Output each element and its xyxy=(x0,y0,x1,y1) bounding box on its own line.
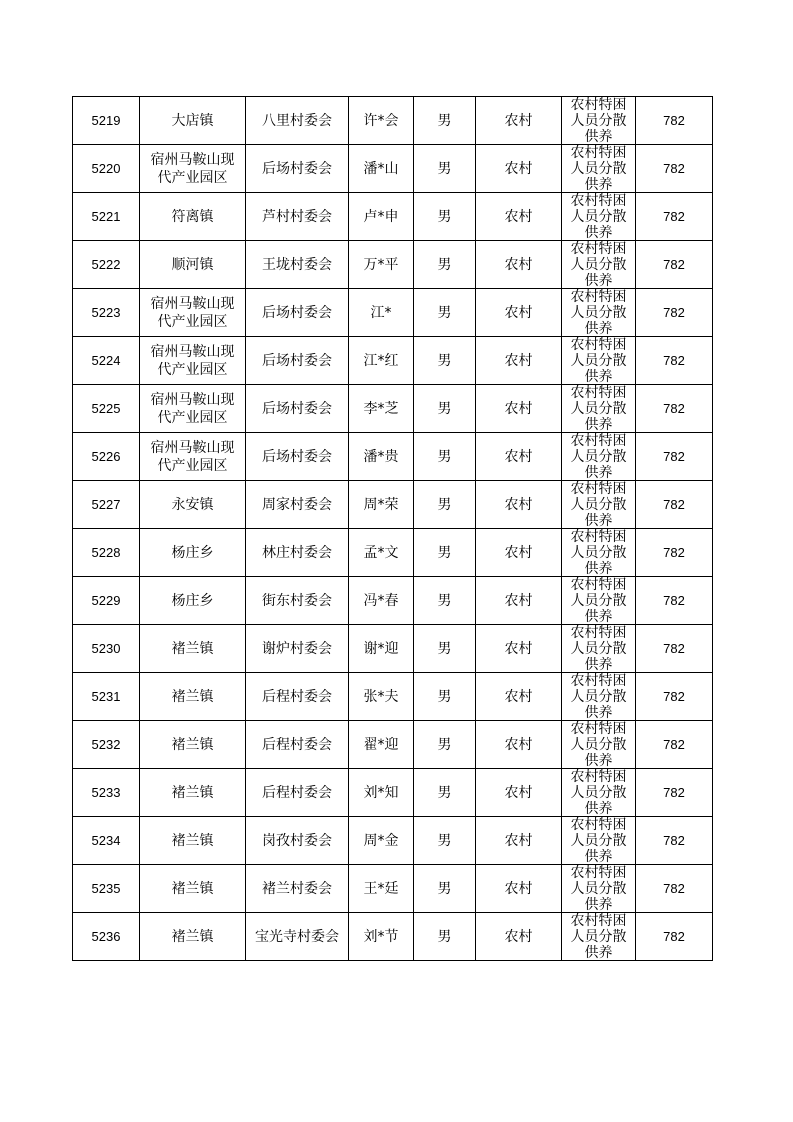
support-category-cell xyxy=(562,913,636,961)
beneficiary-table xyxy=(72,96,713,961)
gender-cell: 男 xyxy=(414,577,476,625)
town-cell xyxy=(140,193,246,241)
gender-cell: 男 xyxy=(414,433,476,481)
area-type-cell: 农村 xyxy=(476,625,562,673)
support-category-cell xyxy=(562,529,636,577)
town-cell-text: 大店镇 xyxy=(171,112,214,129)
support-category-cell xyxy=(562,721,636,769)
amount-cell: 782 xyxy=(636,481,713,529)
area-type-cell: 农村 xyxy=(476,433,562,481)
support-category-cell-text: 农村特困人员分散供养 xyxy=(570,769,627,816)
table-row xyxy=(73,913,713,961)
village-cell: 褚兰村委会 xyxy=(246,865,349,913)
support-category-cell-text: 农村特困人员分散供养 xyxy=(570,721,627,768)
table-row xyxy=(73,817,713,865)
support-category-cell-text: 农村特困人员分散供养 xyxy=(570,529,627,576)
area-type-cell: 农村 xyxy=(476,673,562,721)
person-name-cell: 冯*春 xyxy=(349,577,414,625)
town-cell-text: 宿州马鞍山现代产业园区 xyxy=(150,391,235,426)
amount-cell: 782 xyxy=(636,385,713,433)
village-cell: 后场村委会 xyxy=(246,337,349,385)
amount-cell: 782 xyxy=(636,145,713,193)
record-number-cell: 5220 xyxy=(73,145,140,193)
town-cell xyxy=(140,577,246,625)
record-number-cell: 5232 xyxy=(73,721,140,769)
area-type-cell: 农村 xyxy=(476,337,562,385)
record-number-cell: 5223 xyxy=(73,289,140,337)
person-name-cell: 周*荣 xyxy=(349,481,414,529)
village-cell: 后场村委会 xyxy=(246,145,349,193)
area-type-cell: 农村 xyxy=(476,865,562,913)
support-category-cell xyxy=(562,193,636,241)
support-category-cell xyxy=(562,865,636,913)
area-type-cell: 农村 xyxy=(476,529,562,577)
record-number-cell: 5230 xyxy=(73,625,140,673)
support-category-cell-text: 农村特困人员分散供养 xyxy=(570,385,627,432)
table-row xyxy=(73,529,713,577)
village-cell: 八里村委会 xyxy=(246,97,349,145)
record-number-cell: 5226 xyxy=(73,433,140,481)
support-category-cell xyxy=(562,97,636,145)
table-row xyxy=(73,433,713,481)
area-type-cell: 农村 xyxy=(476,385,562,433)
town-cell-text: 符离镇 xyxy=(171,208,214,225)
table-row xyxy=(73,721,713,769)
person-name-cell: 王*廷 xyxy=(349,865,414,913)
gender-cell: 男 xyxy=(414,625,476,673)
support-category-cell xyxy=(562,673,636,721)
town-cell xyxy=(140,625,246,673)
record-number-cell: 5228 xyxy=(73,529,140,577)
town-cell-text: 褚兰镇 xyxy=(171,832,214,849)
gender-cell: 男 xyxy=(414,865,476,913)
gender-cell: 男 xyxy=(414,817,476,865)
support-category-cell xyxy=(562,433,636,481)
town-cell xyxy=(140,817,246,865)
support-category-cell xyxy=(562,337,636,385)
person-name-cell: 刘*知 xyxy=(349,769,414,817)
support-category-cell-text: 农村特困人员分散供养 xyxy=(570,433,627,480)
town-cell xyxy=(140,337,246,385)
support-category-cell xyxy=(562,817,636,865)
village-cell: 后程村委会 xyxy=(246,721,349,769)
table-row xyxy=(73,481,713,529)
town-cell-text: 宿州马鞍山现代产业园区 xyxy=(150,343,235,378)
support-category-cell xyxy=(562,769,636,817)
town-cell-text: 永安镇 xyxy=(171,496,214,513)
support-category-cell-text: 农村特困人员分散供养 xyxy=(570,577,627,624)
person-name-cell: 卢*申 xyxy=(349,193,414,241)
town-cell-text: 褚兰镇 xyxy=(171,736,214,753)
record-number-cell: 5231 xyxy=(73,673,140,721)
table-row xyxy=(73,385,713,433)
town-cell xyxy=(140,433,246,481)
support-category-cell-text: 农村特困人员分散供养 xyxy=(570,241,627,288)
village-cell: 后程村委会 xyxy=(246,673,349,721)
support-category-cell-text: 农村特困人员分散供养 xyxy=(570,193,627,240)
record-number-cell: 5221 xyxy=(73,193,140,241)
support-category-cell-text: 农村特困人员分散供养 xyxy=(570,865,627,912)
village-cell: 林庄村委会 xyxy=(246,529,349,577)
town-cell-text: 褚兰镇 xyxy=(171,688,214,705)
person-name-cell: 潘*贵 xyxy=(349,433,414,481)
person-name-cell: 江*红 xyxy=(349,337,414,385)
gender-cell: 男 xyxy=(414,673,476,721)
gender-cell: 男 xyxy=(414,721,476,769)
area-type-cell: 农村 xyxy=(476,97,562,145)
support-category-cell-text: 农村特困人员分散供养 xyxy=(570,289,627,336)
support-category-cell xyxy=(562,289,636,337)
village-cell: 街东村委会 xyxy=(246,577,349,625)
gender-cell: 男 xyxy=(414,193,476,241)
amount-cell: 782 xyxy=(636,865,713,913)
gender-cell: 男 xyxy=(414,97,476,145)
amount-cell: 782 xyxy=(636,97,713,145)
gender-cell: 男 xyxy=(414,481,476,529)
gender-cell: 男 xyxy=(414,913,476,961)
village-cell: 谢炉村委会 xyxy=(246,625,349,673)
village-cell: 后场村委会 xyxy=(246,289,349,337)
support-category-cell-text: 农村特困人员分散供养 xyxy=(570,337,627,384)
town-cell xyxy=(140,913,246,961)
support-category-cell-text: 农村特困人员分散供养 xyxy=(570,673,627,720)
gender-cell: 男 xyxy=(414,145,476,193)
town-cell xyxy=(140,721,246,769)
table-row xyxy=(73,193,713,241)
town-cell-text: 褚兰镇 xyxy=(171,880,214,897)
town-cell xyxy=(140,529,246,577)
town-cell-text: 褚兰镇 xyxy=(171,784,214,801)
support-category-cell-text: 农村特困人员分散供养 xyxy=(570,625,627,672)
village-cell: 岗孜村委会 xyxy=(246,817,349,865)
table-row xyxy=(73,625,713,673)
village-cell: 后场村委会 xyxy=(246,433,349,481)
town-cell xyxy=(140,385,246,433)
person-name-cell: 万*平 xyxy=(349,241,414,289)
support-category-cell xyxy=(562,145,636,193)
gender-cell: 男 xyxy=(414,385,476,433)
record-number-cell: 5236 xyxy=(73,913,140,961)
village-cell: 后场村委会 xyxy=(246,385,349,433)
amount-cell: 782 xyxy=(636,193,713,241)
support-category-cell xyxy=(562,577,636,625)
table-row xyxy=(73,289,713,337)
village-cell: 周家村委会 xyxy=(246,481,349,529)
town-cell xyxy=(140,97,246,145)
amount-cell: 782 xyxy=(636,721,713,769)
table-row xyxy=(73,865,713,913)
amount-cell: 782 xyxy=(636,433,713,481)
town-cell-text: 顺河镇 xyxy=(171,256,214,273)
table-row xyxy=(73,241,713,289)
town-cell-text: 宿州马鞍山现代产业园区 xyxy=(150,439,235,474)
amount-cell: 782 xyxy=(636,289,713,337)
support-category-cell xyxy=(562,241,636,289)
area-type-cell: 农村 xyxy=(476,241,562,289)
area-type-cell: 农村 xyxy=(476,193,562,241)
support-category-cell-text: 农村特困人员分散供养 xyxy=(570,145,627,192)
amount-cell: 782 xyxy=(636,913,713,961)
person-name-cell: 李*芝 xyxy=(349,385,414,433)
village-cell: 后程村委会 xyxy=(246,769,349,817)
area-type-cell: 农村 xyxy=(476,577,562,625)
record-number-cell: 5224 xyxy=(73,337,140,385)
table-row xyxy=(73,337,713,385)
person-name-cell: 潘*山 xyxy=(349,145,414,193)
table-row xyxy=(73,673,713,721)
table-row xyxy=(73,769,713,817)
area-type-cell: 农村 xyxy=(476,817,562,865)
town-cell xyxy=(140,289,246,337)
town-cell-text: 褚兰镇 xyxy=(171,640,214,657)
gender-cell: 男 xyxy=(414,769,476,817)
town-cell xyxy=(140,769,246,817)
town-cell xyxy=(140,673,246,721)
town-cell-text: 褚兰镇 xyxy=(171,928,214,945)
area-type-cell: 农村 xyxy=(476,145,562,193)
area-type-cell: 农村 xyxy=(476,481,562,529)
table-body xyxy=(73,97,713,961)
town-cell-text: 宿州马鞍山现代产业园区 xyxy=(150,151,235,186)
gender-cell: 男 xyxy=(414,241,476,289)
village-cell: 芦村村委会 xyxy=(246,193,349,241)
amount-cell: 782 xyxy=(636,673,713,721)
support-category-cell xyxy=(562,625,636,673)
amount-cell: 782 xyxy=(636,769,713,817)
person-name-cell: 谢*迎 xyxy=(349,625,414,673)
area-type-cell: 农村 xyxy=(476,289,562,337)
area-type-cell: 农村 xyxy=(476,913,562,961)
amount-cell: 782 xyxy=(636,817,713,865)
town-cell xyxy=(140,241,246,289)
amount-cell: 782 xyxy=(636,625,713,673)
record-number-cell: 5219 xyxy=(73,97,140,145)
support-category-cell-text: 农村特困人员分散供养 xyxy=(570,817,627,864)
village-cell: 宝光寺村委会 xyxy=(246,913,349,961)
amount-cell: 782 xyxy=(636,577,713,625)
area-type-cell: 农村 xyxy=(476,769,562,817)
person-name-cell: 翟*迎 xyxy=(349,721,414,769)
person-name-cell: 刘*节 xyxy=(349,913,414,961)
amount-cell: 782 xyxy=(636,529,713,577)
gender-cell: 男 xyxy=(414,289,476,337)
record-number-cell: 5234 xyxy=(73,817,140,865)
person-name-cell: 江* xyxy=(349,289,414,337)
support-category-cell xyxy=(562,481,636,529)
record-number-cell: 5235 xyxy=(73,865,140,913)
record-number-cell: 5225 xyxy=(73,385,140,433)
town-cell xyxy=(140,865,246,913)
support-category-cell-text: 农村特困人员分散供养 xyxy=(570,97,627,144)
person-name-cell: 张*夫 xyxy=(349,673,414,721)
record-number-cell: 5229 xyxy=(73,577,140,625)
record-number-cell: 5222 xyxy=(73,241,140,289)
town-cell-text: 杨庄乡 xyxy=(171,592,214,609)
town-cell xyxy=(140,481,246,529)
gender-cell: 男 xyxy=(414,529,476,577)
village-cell: 王垅村委会 xyxy=(246,241,349,289)
support-category-cell-text: 农村特困人员分散供养 xyxy=(570,913,627,960)
amount-cell: 782 xyxy=(636,241,713,289)
person-name-cell: 孟*文 xyxy=(349,529,414,577)
town-cell xyxy=(140,145,246,193)
gender-cell: 男 xyxy=(414,337,476,385)
record-number-cell: 5227 xyxy=(73,481,140,529)
table-row xyxy=(73,145,713,193)
town-cell-text: 宿州马鞍山现代产业园区 xyxy=(150,295,235,330)
area-type-cell: 农村 xyxy=(476,721,562,769)
support-category-cell xyxy=(562,385,636,433)
table-row xyxy=(73,97,713,145)
support-category-cell-text: 农村特困人员分散供养 xyxy=(570,481,627,528)
table-row xyxy=(73,577,713,625)
person-name-cell: 许*会 xyxy=(349,97,414,145)
record-number-cell: 5233 xyxy=(73,769,140,817)
amount-cell: 782 xyxy=(636,337,713,385)
town-cell-text: 杨庄乡 xyxy=(171,544,214,561)
person-name-cell: 周*金 xyxy=(349,817,414,865)
